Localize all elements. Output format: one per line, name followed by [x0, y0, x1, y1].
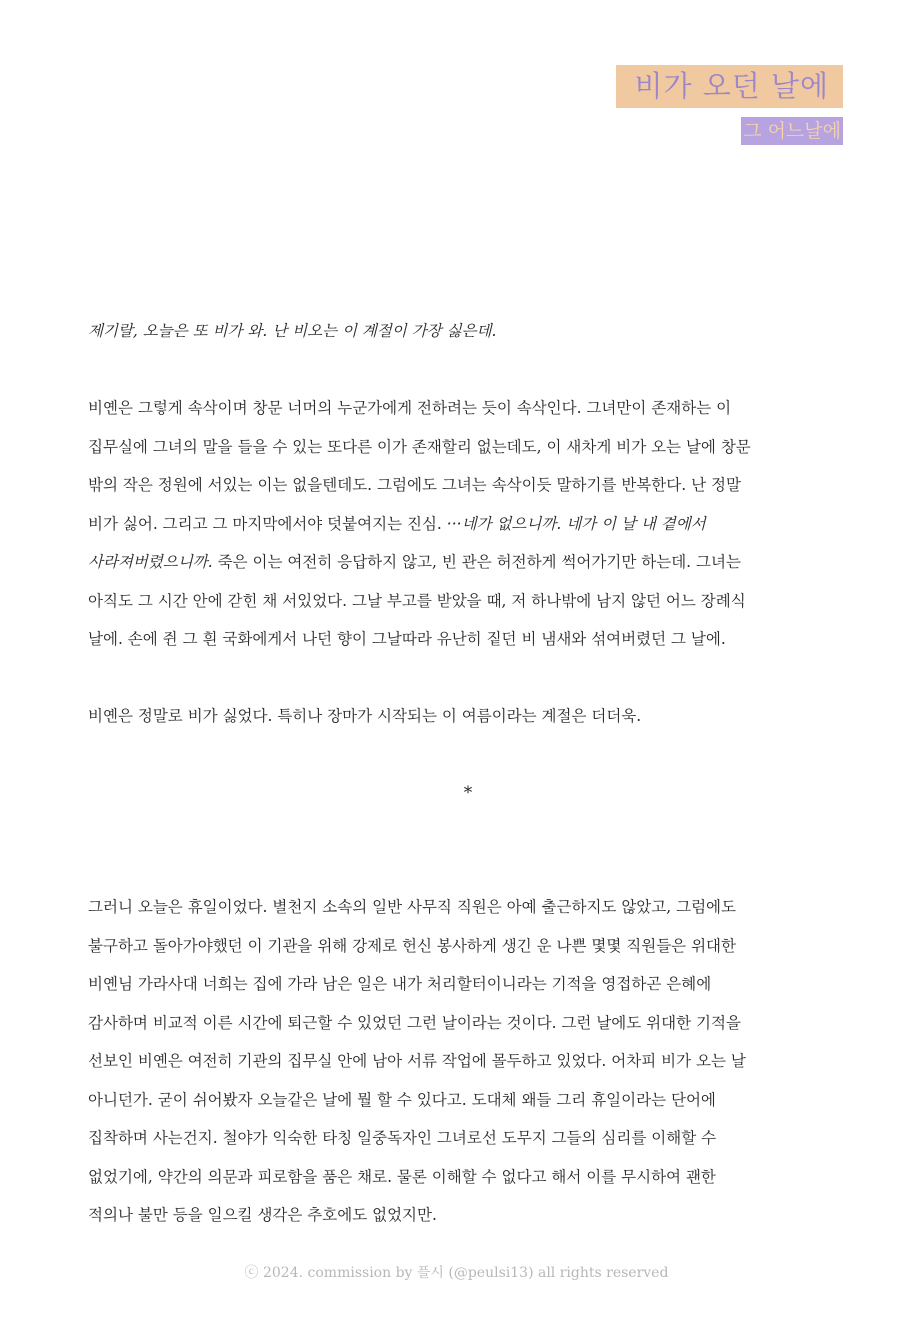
title-block [616, 65, 843, 145]
paragraph-line: 비옌은 정말로 비가 싫었다. 특히나 장마가 시작되는 이 여름이라는 계절은 더더욱. [88, 707, 642, 725]
paragraph-line: 없었기에, 약간의 의문과 피로함을 품은 채로. 물론 이해할 수 없다고 해서 이를 무시하여 괜한 [88, 1167, 716, 1186]
paragraph-line: 날에. 손에 쥔 그 흰 국화에게서 나던 향이 그날따라 유난히 짙던 비 냄새와 섞여버렸던 그 날에. [88, 630, 726, 648]
paragraph-line: 아직도 그 시간 안에 갇힌 채 서있었다. 그날 부고를 받았을 때, 저 하나밖에 남지 않던 어느 장례식 [88, 591, 746, 610]
paragraph-1 [88, 389, 848, 659]
intro-line: 제기랄, 오늘은 또 비가 와. 난 비오는 이 계절이 가장 싫은데. [88, 322, 497, 340]
paragraph-line: 집무실에 그녀의 말을 들을 수 있는 또다른 이가 존재할리 없는데도, 이 새차게 비가 오는 날에 창문 [88, 437, 751, 456]
paragraph-line: 그러니 오늘은 휴일이었다. 별천지 소속의 일반 사무직 직원은 아예 출근하지도 않았고, 그럼에도 [88, 898, 737, 916]
paragraph-line: 아니던가. 굳이 쉬어봤자 오늘같은 날에 뭘 할 수 있다고. 도대체 왜들 그리 휴일이라는 단어에 [88, 1090, 716, 1109]
italic-line-text: 사라져버렸으니까. [88, 553, 213, 571]
intro-paragraph [88, 312, 848, 351]
paragraph-line: 적의나 불만 등을 일으킬 생각은 추호에도 없었지만. [88, 1206, 437, 1224]
paragraph-line: 선보인 비옌은 여전히 기관의 집무실 안에 남아 서류 작업에 몰두하고 있었다. 어차피 비가 오는 날 [88, 1052, 746, 1070]
story-body [88, 312, 848, 1235]
paragraph-line: 비옌님 가라사대 너희는 집에 가라 남은 일은 내가 처리할터이니라는 기적을 영접하곤 은혜에 [88, 975, 712, 993]
line-text: 죽은 이는 여전히 응답하지 않고, 빈 관은 허전하게 썩어가기만 하는데. 그녀는 [212, 553, 741, 571]
scene-divider: * [463, 782, 473, 803]
paragraph-line: 불구하고 돌아가야했던 이 기관을 위해 강제로 헌신 봉사하게 생긴 운 나쁜 몇몇 직원들은 위대한 [88, 936, 737, 955]
italic-line-text: ···네가 없으니까. 네가 이 날 내 곁에서 [446, 514, 706, 533]
paragraph-line: 집착하며 사는건지. 철야가 익숙한 타칭 일중독자인 그녀로선 도무지 그들의 심리를 이해할 수 [88, 1129, 717, 1147]
story-subtitle: 그 어느날에 [741, 117, 843, 145]
paragraph-2 [88, 697, 848, 736]
paragraph-line: 감사하며 비교적 이른 시간에 퇴근할 수 있었던 그런 날이라는 것이다. 그런 날에도 위대한 기적을 [88, 1013, 741, 1032]
line-text: 비가 싫어. 그리고 그 마지막에서야 덧붙여지는 진심. [88, 514, 442, 533]
story-title: 비가 오던 날에 [616, 65, 843, 108]
paragraph-line [88, 543, 848, 582]
paragraph-3 [88, 888, 848, 1235]
copyright-footer: ⓒ 2024. commission by 플시 (@peulsi13) all rights reserved [244, 1265, 669, 1281]
paragraph-line [88, 505, 848, 544]
paragraph-gap [88, 659, 848, 698]
paragraph-line: 비옌은 그렇게 속삭이며 창문 너머의 누군가에게 전하려는 듯이 속삭인다. 그녀만이 존재하는 이 [88, 399, 732, 417]
paragraph-gap [88, 351, 848, 390]
paragraph-line: 밖의 작은 정원에 서있는 이는 없을텐데도. 그럼에도 그녀는 속삭이듯 말하기를 반복한다. 난 정말 [88, 476, 741, 494]
